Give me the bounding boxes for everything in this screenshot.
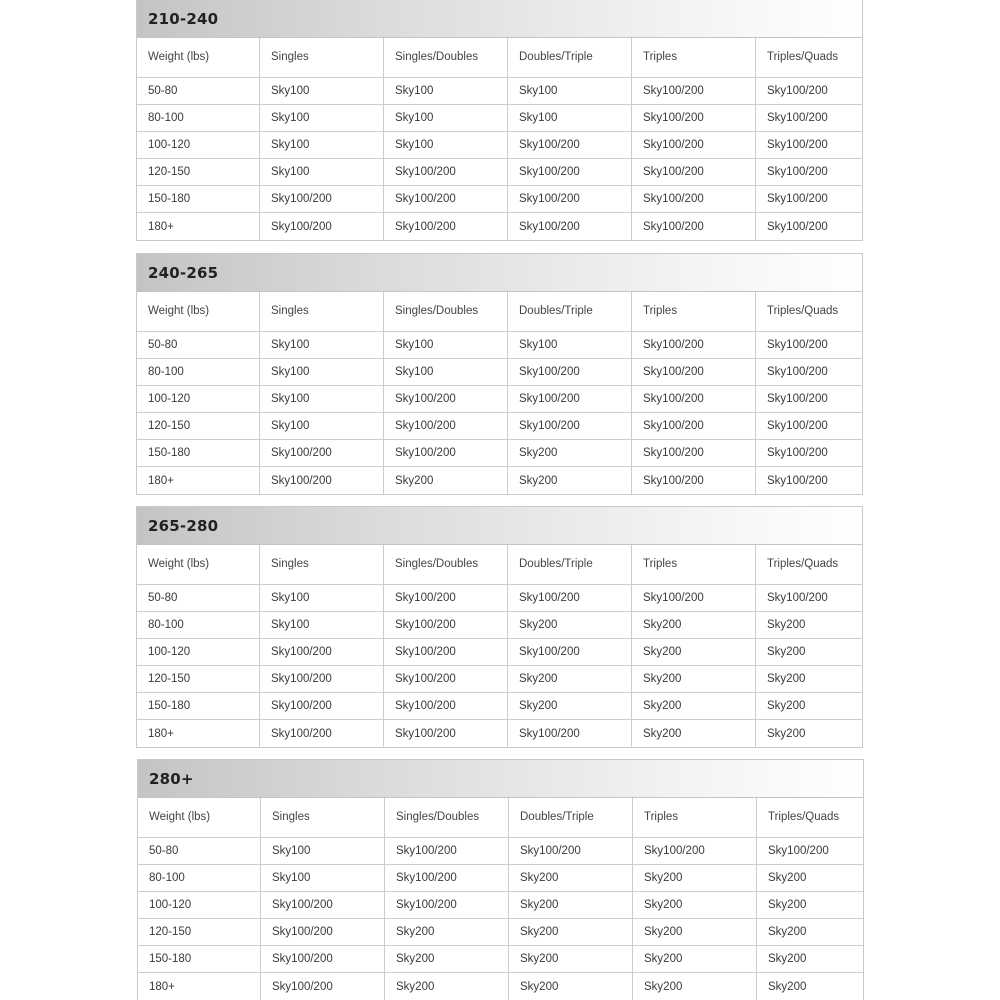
table-cell: Sky200 xyxy=(632,666,756,693)
table-cell: Sky100/200 xyxy=(508,186,632,213)
table-cell: Sky100/200 xyxy=(756,78,862,105)
column-header: Triples/Quads xyxy=(756,292,862,332)
table-title: 280+ xyxy=(138,760,863,798)
table-cell: Sky100/200 xyxy=(632,386,756,413)
table-cell: Sky200 xyxy=(757,946,863,973)
table-cell: Sky100/200 xyxy=(632,105,756,132)
table-cell: Sky100/200 xyxy=(384,693,508,720)
column-header: Doubles/Triple xyxy=(508,545,632,585)
table-cell: Sky200 xyxy=(757,892,863,919)
table-cell: Sky200 xyxy=(757,919,863,946)
table-cell: Sky100 xyxy=(384,332,508,359)
table-cell: Sky200 xyxy=(632,612,756,639)
table-cell: Sky200 xyxy=(384,467,508,494)
table-cell: Sky100 xyxy=(260,413,384,440)
table-cell: Sky200 xyxy=(756,693,862,720)
size-table xyxy=(136,253,863,495)
table-cell: Sky200 xyxy=(509,865,633,892)
weight-range-cell: 80-100 xyxy=(137,359,260,386)
table-cell: Sky100/200 xyxy=(756,186,862,213)
table-cell: Sky100/200 xyxy=(767,474,828,487)
table-cell: Sky100 xyxy=(260,159,384,186)
table-cell: Sky100 xyxy=(384,105,508,132)
table-cell: Sky200 xyxy=(508,440,632,467)
column-header: Weight (lbs) xyxy=(137,545,260,585)
column-header: Triples/Quads xyxy=(757,798,863,838)
column-header: Triples xyxy=(632,292,756,332)
weight-range-cell: 150-180 xyxy=(137,186,260,213)
table-cell: Sky100/200 xyxy=(757,838,863,865)
column-header: Singles xyxy=(260,545,384,585)
table-cell: Sky200 xyxy=(509,892,633,919)
table-cell: Sky100 xyxy=(260,332,384,359)
table-cell: Sky100/200 xyxy=(508,585,632,612)
table-cell: Sky200 xyxy=(633,892,757,919)
table-cell: Sky100/200 xyxy=(767,220,828,233)
table-cell: Sky100/200 xyxy=(756,386,862,413)
column-header: Singles xyxy=(260,38,384,78)
weight-range-cell: 150-180 xyxy=(137,440,260,467)
table-cell: Sky100/200 xyxy=(384,639,508,666)
table-cell: Sky100/200 xyxy=(632,585,756,612)
table-cell: Sky100/200 xyxy=(632,467,756,494)
table-cell: Sky100/200 xyxy=(385,892,509,919)
weight-range-cell: 150-180 xyxy=(137,693,260,720)
column-header: Doubles/Triple xyxy=(509,798,633,838)
table-cell: Sky100/200 xyxy=(508,639,632,666)
table-cell: Sky200 xyxy=(509,946,633,973)
table-cell: Sky100 xyxy=(261,865,385,892)
size-table xyxy=(136,506,863,748)
table-cell: Sky100/200 xyxy=(261,946,385,973)
weight-range-cell: 100-120 xyxy=(137,386,260,413)
table-cell: Sky100 xyxy=(384,359,508,386)
table-cell: Sky100/200 xyxy=(260,720,384,747)
table-cell: Sky200 xyxy=(632,693,756,720)
table-cell: Sky200 xyxy=(509,973,633,1000)
table-cell: Sky200 xyxy=(756,666,862,693)
table-cell: Sky200 xyxy=(633,919,757,946)
table-cell: Sky100/200 xyxy=(632,213,756,240)
table-cell: Sky100/200 xyxy=(756,105,862,132)
column-header: Triples/Quads xyxy=(756,545,862,585)
table-cell: Sky200 xyxy=(385,973,509,1000)
column-header: Triples xyxy=(633,798,757,838)
table-cell: Sky200 xyxy=(508,467,632,494)
weight-range-cell: 50-80 xyxy=(137,78,260,105)
table-cell: Sky100/200 xyxy=(384,720,508,747)
table-cell: Sky100/200 xyxy=(385,865,509,892)
column-header: Singles/Doubles xyxy=(384,292,508,332)
table-cell: Sky100/200 xyxy=(632,159,756,186)
table-title: 210-240 xyxy=(137,0,862,38)
weight-range-cell: 180+ xyxy=(137,213,260,240)
table-cell: Sky100/200 xyxy=(756,585,862,612)
weight-range-cell: 150-180 xyxy=(138,946,261,973)
table-cell: Sky200 xyxy=(509,919,633,946)
table-cell: Sky100/200 xyxy=(260,440,384,467)
table-cell: Sky200 xyxy=(633,946,757,973)
table-cell: Sky100 xyxy=(261,838,385,865)
table-cell: Sky200 xyxy=(385,919,509,946)
table-cell: Sky100 xyxy=(260,78,384,105)
column-header: Doubles/Triple xyxy=(508,38,632,78)
table-cell: Sky100/200 xyxy=(756,159,862,186)
weight-range-cell: 50-80 xyxy=(137,585,260,612)
table-cell: Sky100/200 xyxy=(632,132,756,159)
table-cell: Sky100 xyxy=(508,105,632,132)
table-cell: Sky200 xyxy=(633,865,757,892)
table-grid xyxy=(137,38,862,240)
table-cell: Sky100/200 xyxy=(384,186,508,213)
column-header: Singles/Doubles xyxy=(384,38,508,78)
table-cell: Sky200 xyxy=(756,639,862,666)
table-cell: Sky100/200 xyxy=(632,440,756,467)
table-cell: Sky100 xyxy=(260,585,384,612)
table-cell: Sky100/200 xyxy=(260,666,384,693)
table-cell: Sky200 xyxy=(508,666,632,693)
column-header: Weight (lbs) xyxy=(138,798,261,838)
column-header: Weight (lbs) xyxy=(137,292,260,332)
weight-range-cell: 180+ xyxy=(137,720,260,747)
table-cell: Sky100/200 xyxy=(756,440,862,467)
column-header: Singles xyxy=(261,798,385,838)
table-cell: Sky100/200 xyxy=(756,413,862,440)
table-cell: Sky100 xyxy=(508,332,632,359)
table-cell: Sky200 xyxy=(633,973,757,1000)
table-cell: Sky100/200 xyxy=(508,132,632,159)
table-cell: Sky100/200 xyxy=(260,213,384,240)
table-cell: Sky100/200 xyxy=(260,639,384,666)
weight-range-cell: 180+ xyxy=(137,467,260,494)
table-title: 265-280 xyxy=(137,507,862,545)
table-cell: Sky100/200 xyxy=(508,359,632,386)
table-cell: Sky100/200 xyxy=(509,838,633,865)
column-header: Triples xyxy=(632,545,756,585)
size-table xyxy=(136,0,863,241)
table-cell: Sky200 xyxy=(756,612,862,639)
weight-range-cell: 100-120 xyxy=(138,892,261,919)
table-cell: Sky200 xyxy=(757,865,863,892)
table-cell: Sky100/200 xyxy=(508,413,632,440)
table-cell: Sky100/200 xyxy=(261,973,385,1000)
table-cell: Sky100/200 xyxy=(756,132,862,159)
table-cell: Sky100/200 xyxy=(384,213,508,240)
table-cell: Sky100/200 xyxy=(756,332,862,359)
size-table xyxy=(137,759,864,1000)
weight-range-cell: 120-150 xyxy=(137,159,260,186)
table-cell: Sky100/200 xyxy=(632,413,756,440)
table-cell: Sky200 xyxy=(508,693,632,720)
table-cell: Sky100 xyxy=(260,359,384,386)
table-cell: Sky100 xyxy=(260,105,384,132)
column-header: Doubles/Triple xyxy=(508,292,632,332)
column-header: Singles/Doubles xyxy=(385,798,509,838)
table-cell: Sky100/200 xyxy=(632,78,756,105)
table-cell: Sky200 xyxy=(768,980,807,993)
table-cell: Sky100/200 xyxy=(384,666,508,693)
table-cell: Sky100 xyxy=(260,132,384,159)
table-cell: Sky200 xyxy=(508,612,632,639)
table-cell: Sky200 xyxy=(632,720,756,747)
table-cell: Sky100/200 xyxy=(260,467,384,494)
table-cell: Sky100/200 xyxy=(260,186,384,213)
table-cell: Sky100/200 xyxy=(384,612,508,639)
table-cell: Sky100/200 xyxy=(384,159,508,186)
table-cell: Sky100/200 xyxy=(384,413,508,440)
weight-range-cell: 100-120 xyxy=(137,639,260,666)
column-header: Triples/Quads xyxy=(756,38,862,78)
table-cell: Sky100/200 xyxy=(508,386,632,413)
table-cell: Sky100/200 xyxy=(756,359,862,386)
column-header: Triples xyxy=(632,38,756,78)
table-cell: Sky200 xyxy=(632,639,756,666)
table-cell: Sky100/200 xyxy=(632,332,756,359)
table-cell: Sky100 xyxy=(384,132,508,159)
weight-range-cell: 100-120 xyxy=(137,132,260,159)
weight-range-cell: 50-80 xyxy=(138,838,261,865)
column-header: Singles xyxy=(260,292,384,332)
table-cell: Sky100/200 xyxy=(260,693,384,720)
table-cell: Sky100/200 xyxy=(508,213,632,240)
weight-range-cell: 120-150 xyxy=(138,919,261,946)
table-cell: Sky100/200 xyxy=(261,919,385,946)
table-cell: Sky100/200 xyxy=(508,720,632,747)
weight-range-cell: 80-100 xyxy=(137,612,260,639)
column-header: Singles/Doubles xyxy=(384,545,508,585)
table-cell: Sky100/200 xyxy=(633,838,757,865)
table-cell: Sky200 xyxy=(767,727,806,740)
weight-range-cell: 50-80 xyxy=(137,332,260,359)
weight-range-cell: 80-100 xyxy=(137,105,260,132)
table-cell: Sky100/200 xyxy=(385,838,509,865)
table-cell: Sky100 xyxy=(260,386,384,413)
table-cell: Sky100/200 xyxy=(632,359,756,386)
table-grid xyxy=(137,292,862,494)
table-cell: Sky100 xyxy=(508,78,632,105)
table-grid xyxy=(137,545,862,747)
table-grid xyxy=(138,798,863,1000)
table-cell: Sky100/200 xyxy=(632,186,756,213)
table-cell: Sky100/200 xyxy=(508,159,632,186)
table-cell: Sky200 xyxy=(385,946,509,973)
table-cell: Sky100/200 xyxy=(384,585,508,612)
table-cell: Sky100/200 xyxy=(384,386,508,413)
table-cell: Sky100/200 xyxy=(261,892,385,919)
weight-range-cell: 80-100 xyxy=(138,865,261,892)
weight-range-cell: 180+ xyxy=(138,973,261,1000)
table-cell: Sky100 xyxy=(384,78,508,105)
weight-range-cell: 120-150 xyxy=(137,666,260,693)
weight-range-cell: 120-150 xyxy=(137,413,260,440)
table-title: 240-265 xyxy=(137,254,862,292)
column-header: Weight (lbs) xyxy=(137,38,260,78)
table-cell: Sky100/200 xyxy=(384,440,508,467)
table-cell: Sky100 xyxy=(260,612,384,639)
